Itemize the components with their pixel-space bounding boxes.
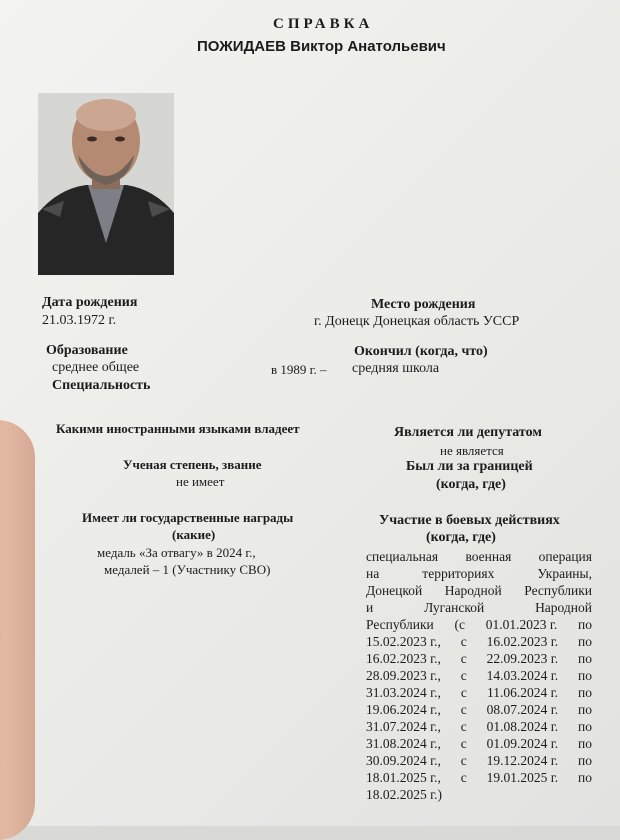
- combat-text-line: [366, 769, 592, 786]
- combat-text-word: с: [460, 685, 467, 700]
- birth-date-value: 21.03.1972 г.: [42, 313, 117, 328]
- combat-text-word: 08.07.2024 г.: [486, 702, 559, 717]
- combat-text-word: 16.02.2023 г.,: [366, 651, 441, 666]
- combat-text-line: [366, 752, 592, 769]
- combat-text-word: Луганской: [424, 600, 485, 615]
- birth-place-label: Место рождения: [371, 297, 476, 312]
- combat-text-word: по: [577, 719, 592, 734]
- degree-label: Ученая степень, звание: [123, 457, 262, 472]
- combat-text-word: 22.09.2023 г.: [486, 651, 559, 666]
- combat-text-line: [366, 718, 592, 735]
- combat-text-line: [366, 701, 592, 718]
- combat-text-line: [366, 582, 592, 599]
- combat-label: Участие в боевых действиях: [379, 513, 560, 528]
- combat-text-word: 14.03.2024 г.: [486, 668, 559, 683]
- combat-text-word: с: [460, 736, 467, 751]
- combat-label-when-where: (когда, где): [426, 530, 496, 545]
- languages-label: Какими иностранными языками владеет: [56, 421, 300, 436]
- combat-text-word: 28.09.2023 г.,: [366, 668, 441, 683]
- combat-text-word: с: [460, 719, 467, 734]
- combat-text-word: Украины,: [537, 566, 592, 581]
- combat-text-word: территориях: [422, 566, 495, 581]
- combat-text-line: [366, 650, 592, 667]
- combat-text-word: по: [577, 702, 592, 717]
- combat-text-word: операция: [538, 549, 592, 564]
- education-label: Образование: [46, 343, 128, 358]
- combat-text-line: [366, 667, 592, 684]
- person-portrait-icon: [38, 93, 174, 275]
- person-name: ПОЖИДАЕВ Виктор Анатольевич: [197, 38, 446, 55]
- combat-text-word: по: [577, 651, 592, 666]
- combat-text-word: 19.01.2025 г.: [486, 770, 559, 785]
- combat-text-word: по: [577, 770, 592, 785]
- combat-text-word: по: [577, 753, 592, 768]
- combat-text-word: по: [577, 668, 592, 683]
- combat-text-word: по: [577, 634, 592, 649]
- awards-label: Имеет ли государственные награды: [82, 510, 294, 525]
- deputy-value: не является: [440, 443, 504, 458]
- combat-text-word: 16.02.2023 г.: [486, 634, 559, 649]
- combat-text-word: 19.12.2024 г.: [486, 753, 559, 768]
- combat-text-word: 18.02.2025 г.): [366, 787, 443, 802]
- deputy-label: Является ли депутатом: [394, 425, 542, 440]
- awards-label-which: (какие): [172, 527, 216, 542]
- combat-text-word: 31.03.2024 г.,: [366, 685, 441, 700]
- combat-text-line: [366, 548, 592, 565]
- combat-text-word: 30.09.2024 г.,: [366, 753, 441, 768]
- combat-text-word: (с: [454, 617, 465, 632]
- graduated-value: средняя школа: [352, 361, 440, 376]
- combat-text-word: Республики: [366, 617, 434, 632]
- combat-text-word: специальная: [366, 549, 439, 564]
- birth-date-label: Дата рождения: [42, 295, 138, 310]
- abroad-label: Был ли за границей: [406, 459, 533, 474]
- combat-text-line: [366, 786, 592, 803]
- combat-text-word: с: [460, 651, 467, 666]
- combat-text-word: 31.07.2024 г.,: [366, 719, 441, 734]
- combat-text-word: военная: [465, 549, 512, 564]
- combat-text-word: 11.06.2024 г.: [486, 685, 558, 700]
- degree-value: не имеет: [176, 474, 225, 489]
- awards-value-count: медалей – 1 (Участнику СВО): [104, 562, 271, 577]
- combat-text-word: и: [366, 600, 374, 615]
- combat-text-line: [366, 633, 592, 650]
- combat-text-word: 18.01.2025 г.,: [366, 770, 441, 785]
- combat-text-line: [366, 616, 592, 633]
- combat-text-line: [366, 684, 592, 701]
- abroad-label-when-where: (когда, где): [436, 477, 506, 492]
- combat-text-word: с: [460, 668, 467, 683]
- graduated-label: Окончил (когда, что): [354, 344, 488, 359]
- combat-text-word: 01.09.2024 г.: [486, 736, 559, 751]
- combat-text-word: Республики: [524, 583, 592, 598]
- combat-text-word: 01.08.2024 г.: [486, 719, 559, 734]
- combat-text-word: с: [460, 753, 467, 768]
- awards-value-medal: медаль «За отвагу» в 2024 г.,: [97, 545, 256, 560]
- combat-text-word: Донецкой: [366, 583, 423, 598]
- finger: [0, 420, 35, 840]
- combat-text-word: с: [460, 634, 467, 649]
- combat-text-word: по: [578, 685, 592, 700]
- birth-place-value: г. Донецк Донецкая область УССР: [314, 314, 520, 329]
- combat-text-line: [366, 735, 592, 752]
- combat-text-word: Народной: [535, 600, 592, 615]
- combat-text-word: с: [460, 770, 467, 785]
- graduated-year: в 1989 г. –: [271, 362, 327, 377]
- combat-text-word: с: [460, 702, 467, 717]
- combat-text-line: [366, 565, 592, 582]
- combat-text-word: 31.08.2024 г.,: [366, 736, 441, 751]
- combat-text-line: [366, 599, 592, 616]
- specialty-label: Специальность: [52, 378, 151, 393]
- combat-text-word: по: [578, 617, 592, 632]
- combat-text-word: 01.01.2023 г.: [485, 617, 558, 632]
- document-title: СПРАВКА: [273, 16, 374, 32]
- combat-text-word: 19.06.2024 г.,: [366, 702, 441, 717]
- combat-text-word: на: [366, 566, 380, 581]
- combat-text-word: 15.02.2023 г.,: [366, 634, 441, 649]
- combat-text-word: по: [577, 736, 592, 751]
- combat-text-word: Народной: [444, 583, 502, 598]
- education-value: среднее общее: [52, 360, 140, 375]
